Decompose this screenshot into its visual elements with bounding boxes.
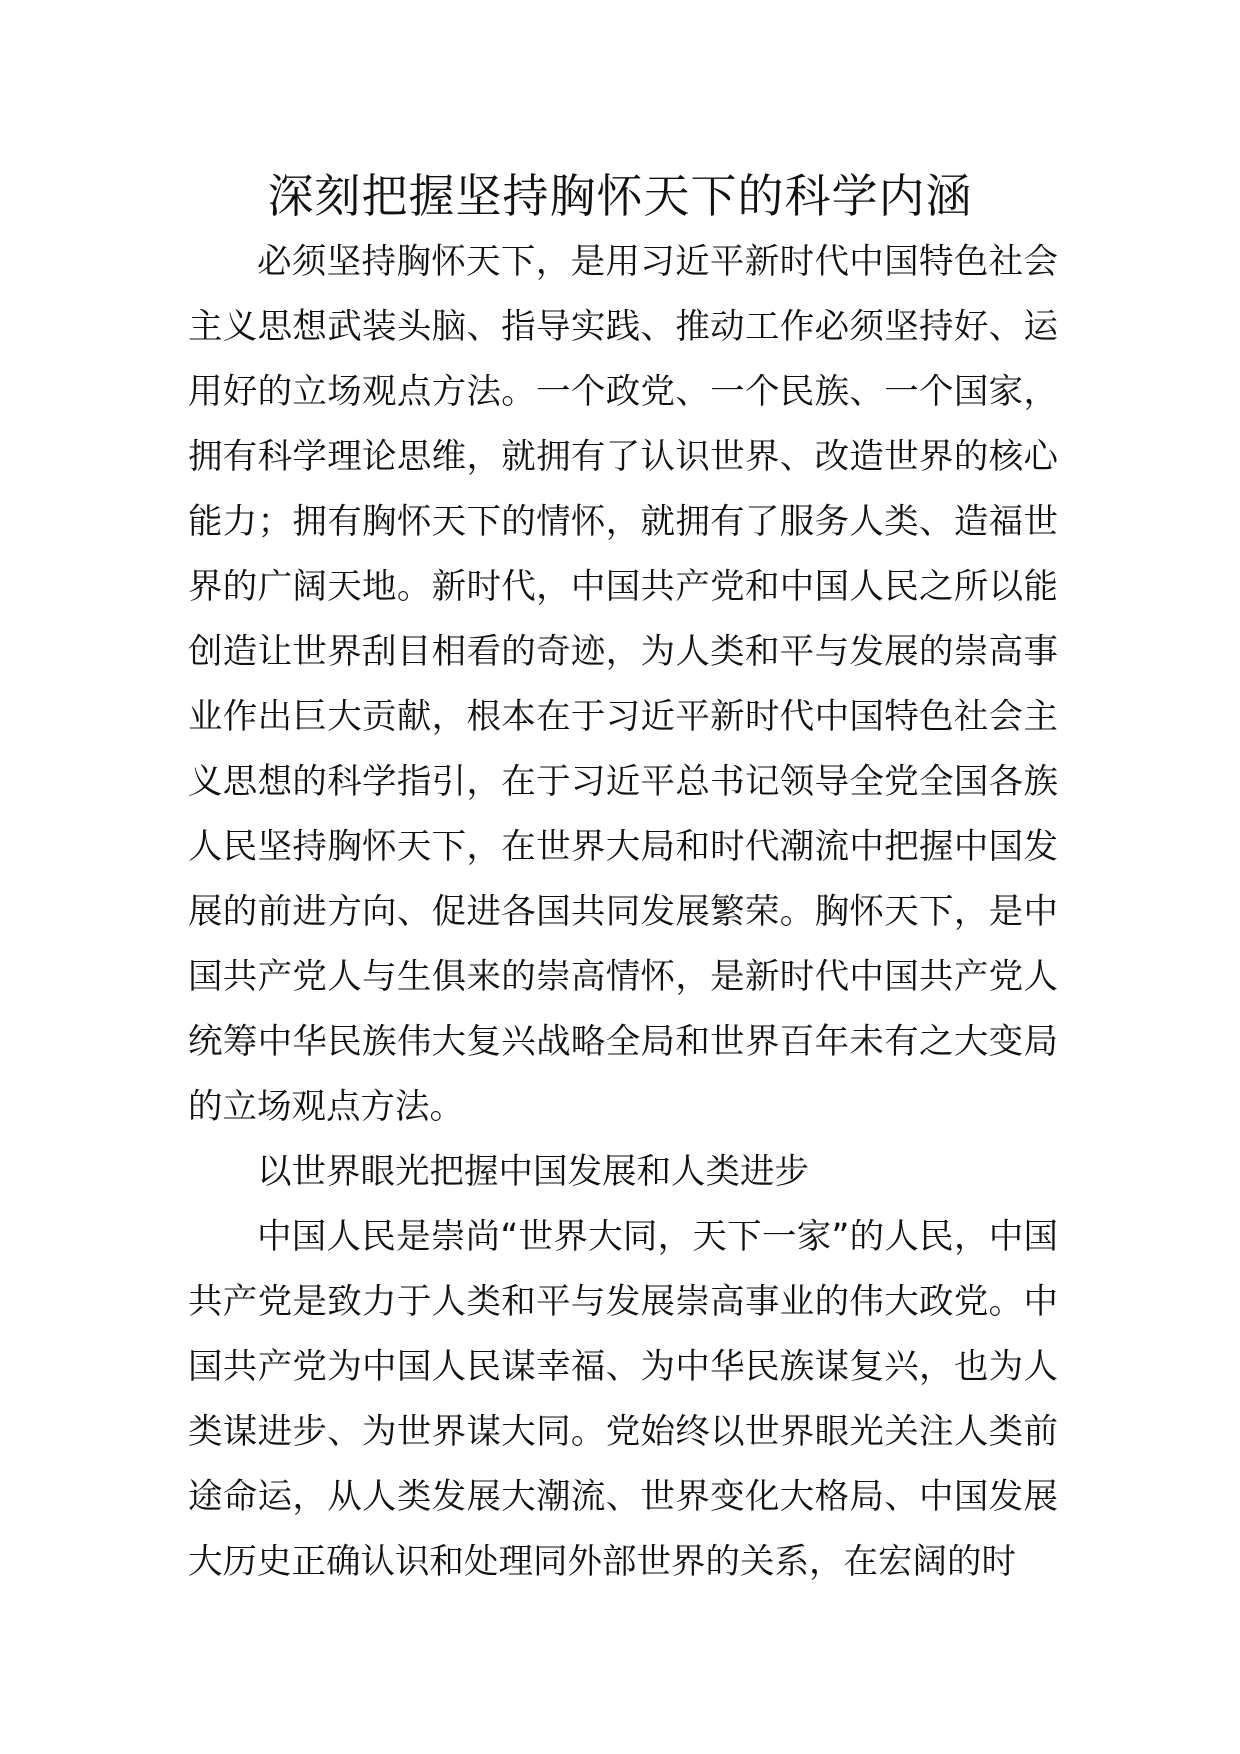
document-body <box>188 230 1058 1595</box>
document-title: 深刻把握坚持胸怀天下的科学内涵 <box>267 169 973 223</box>
section-heading: 以世界眼光把握中国发展和人类进步 <box>257 1152 809 1192</box>
body-paragraph: 中国人民是崇尚“世界大同，天下一家”的人民，中国共产党是致力于人类和平与发展崇高事业的伟大政党。中国共产党为中国人民谋幸福、为中华民族谋复兴，也为人类谋进步、为世界谋大同。党始终以世界眼光关注人类前途命运，从人类发展大潮流、世界变化大格局、中国发展大历史正确认识和处理同外部世界的关系，在宏阔的时 <box>188 1217 1058 1582</box>
body-paragraph: 必须坚持胸怀天下，是用习近平新时代中国特色社会主义思想武装头脑、指导实践、推动工作必须坚持好、运用好的立场观点方法。一个政党、一个民族、一个国家，拥有科学理论思维，就拥有了认识世界、改造世界的核心能力；拥有胸怀天下的情怀，就拥有了服务人类、造福世界的广阔天地。新时代，中国共产党和中国人民之所以能创造让世界刮目相看的奇迹，为人类和平与发展的崇高事业作出巨大贡献，根本在于习近平新时代中国特色社会主义思想的科学指引，在于习近平总书记领导全党全国各族人民坚持胸怀天下，在世界大局和时代潮流中把握中国发展的前进方向、促进各国共同发展繁荣。胸怀天下，是中国共产党人与生俱来的崇高情怀，是新时代中国共产党人统筹中华民族伟大复兴战略全局和世界百年未有之大变局的立场观点方法。 <box>188 242 1058 1127</box>
